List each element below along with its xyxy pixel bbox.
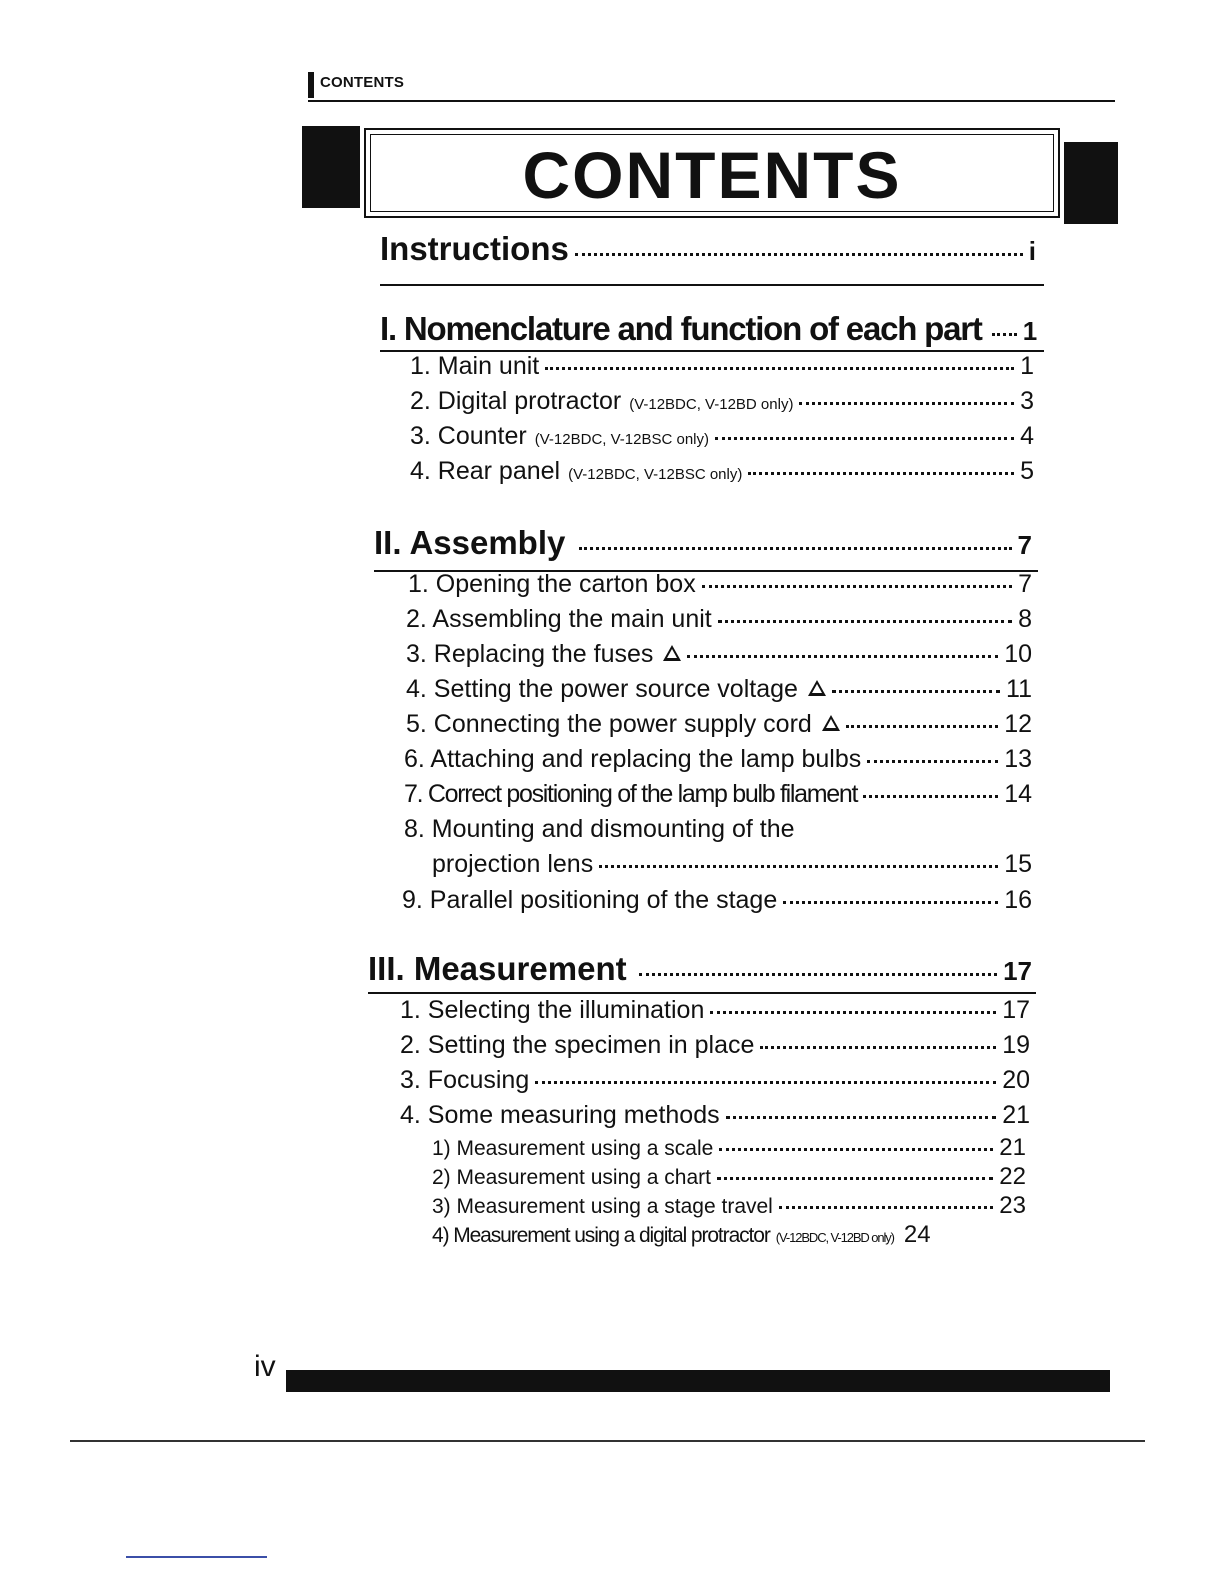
toc-subitem[interactable] (432, 1163, 1026, 1191)
leader-dots (545, 367, 1014, 370)
toc-item-label: 4. Setting the power source voltage (406, 675, 798, 703)
toc-item-label: 3. Counter (410, 422, 527, 450)
toc-item-page: 8 (1018, 605, 1032, 633)
toc-item-page: 16 (1004, 886, 1032, 914)
toc-item-label: 9. Parallel positioning of the stage (402, 886, 778, 914)
toc-section-3-page: 17 (1003, 956, 1032, 986)
leader-dots (760, 1046, 996, 1049)
toc-item[interactable] (406, 710, 1032, 739)
toc-item-label: 8. Mounting and dismounting of the (404, 815, 795, 843)
leader-dots (535, 1081, 996, 1084)
toc-section-1-heading: I. Nomenclature and function of each part (380, 310, 982, 347)
toc-item-label: projection lens (432, 850, 594, 878)
toc-section-2-page: 7 (1017, 530, 1032, 560)
toc-item[interactable] (406, 640, 1032, 669)
leader-dots (992, 333, 1017, 336)
toc-item-note: (V-12BDC, V-12BSC only) (568, 466, 743, 483)
toc-item[interactable] (402, 886, 1032, 915)
leader-dots (783, 901, 998, 904)
toc-section-3[interactable] (368, 950, 1032, 988)
toc-subitem-page: 23 (999, 1192, 1026, 1219)
toc-item-page: 10 (1004, 640, 1032, 668)
toc-item-page: 3 (1020, 387, 1034, 415)
leader-dots (687, 655, 998, 658)
toc-item-page: 13 (1004, 745, 1032, 773)
toc-instructions[interactable] (380, 230, 1036, 268)
toc-item-label: 1. Main unit (410, 352, 540, 380)
leader-dots (717, 1177, 993, 1180)
toc-item[interactable] (400, 1031, 1030, 1060)
toc-item[interactable] (408, 570, 1032, 599)
toc-item-label: 1. Selecting the illumination (400, 996, 705, 1024)
toc-item[interactable] (410, 387, 1034, 416)
toc-subitem-note: (V-12BDC, V-12BD only) (775, 1230, 894, 1245)
toc-item-label: 1. Opening the carton box (408, 570, 696, 598)
header-marker (308, 72, 314, 98)
leader-dots (702, 585, 1012, 588)
toc-item[interactable] (406, 675, 1032, 704)
toc-item-page: 5 (1020, 457, 1034, 485)
toc-subitem[interactable] (432, 1221, 1026, 1249)
toc-section-2[interactable] (374, 524, 1032, 562)
leader-dots (863, 795, 998, 798)
leader-dots (639, 973, 997, 976)
toc-item-page: 15 (1004, 850, 1032, 878)
toc-section-3-heading: III. Measurement (368, 950, 627, 987)
scan-artifact-line (126, 1556, 267, 1558)
toc-item[interactable] (400, 1066, 1030, 1095)
toc-subitem-page: 22 (999, 1163, 1026, 1190)
toc-item-label: 2. Setting the specimen in place (400, 1031, 755, 1059)
toc-item-label: 3. Focusing (400, 1066, 530, 1094)
toc-item-page: 14 (1004, 780, 1032, 808)
toc-item-page: 4 (1020, 422, 1034, 450)
toc-item-page: 7 (1018, 570, 1032, 598)
leader-dots (832, 690, 1000, 693)
toc-subitem[interactable] (432, 1192, 1026, 1220)
leader-dots (715, 437, 1014, 440)
leader-dots (710, 1011, 996, 1014)
toc-item-page: 12 (1004, 710, 1032, 738)
leader-dots (575, 253, 1023, 256)
leader-dots (599, 865, 998, 868)
toc-item[interactable] (404, 745, 1032, 774)
toc-section-1[interactable] (380, 310, 1036, 348)
warning-triangle-icon (663, 645, 681, 661)
toc-subitem-label: 2) Measurement using a chart (432, 1166, 711, 1189)
toc-item-page: 19 (1002, 1031, 1030, 1059)
toc-item-page: 20 (1002, 1066, 1030, 1094)
leader-dots (846, 725, 998, 728)
toc-instructions-page: i (1028, 236, 1036, 266)
leader-dots (867, 760, 998, 763)
toc-item[interactable] (406, 605, 1032, 634)
toc-item-page: 11 (1006, 675, 1032, 703)
leader-dots (748, 472, 1014, 475)
header-rule (308, 100, 1115, 102)
leader-dots (726, 1116, 997, 1119)
warning-triangle-icon (808, 680, 826, 696)
toc-item[interactable] (400, 996, 1030, 1025)
toc-section-1-page: 1 (1022, 316, 1036, 346)
toc-item[interactable] (404, 815, 1032, 844)
toc-item-label: 7. Correct positioning of the lamp bulb filament (404, 780, 858, 808)
leader-dots (779, 1206, 993, 1209)
leader-dots (799, 402, 1014, 405)
toc-item-label: 4. Rear panel (410, 457, 561, 485)
toc-item[interactable] (400, 1101, 1030, 1130)
toc-item[interactable] (410, 422, 1034, 451)
toc-subitem[interactable] (432, 1134, 1026, 1162)
toc-subitem-label: 3) Measurement using a stage travel (432, 1195, 773, 1218)
toc-item[interactable] (410, 457, 1034, 486)
toc-subitem-label: 1) Measurement using a scale (432, 1137, 714, 1160)
title-bar-left (302, 126, 360, 208)
scan-artifact-line (70, 1440, 1145, 1442)
toc-item-note: (V-12BDC, V-12BSC only) (534, 431, 709, 448)
toc-instructions-label: Instructions (380, 230, 569, 267)
running-title: CONTENTS (320, 74, 405, 91)
toc-item[interactable] (410, 352, 1034, 381)
footer-page-number: iv (254, 1350, 276, 1383)
toc-item-page: 1 (1020, 352, 1034, 380)
toc-item-label: 2. Assembling the main unit (406, 605, 712, 633)
toc-item-continuation[interactable] (432, 850, 1032, 879)
leader-dots (718, 620, 1012, 623)
toc-subitem-label: 4) Measurement using a digital protractor (432, 1224, 770, 1247)
toc-item-label: 6. Attaching and replacing the lamp bulbs (404, 745, 862, 773)
toc-item-page: 21 (1002, 1101, 1030, 1129)
footer-bar (286, 1370, 1110, 1392)
toc-item-label: 5. Connecting the power supply cord (406, 710, 812, 738)
section-rule (380, 284, 1044, 286)
toc-item-label: 2. Digital protractor (410, 387, 622, 415)
leader-dots (579, 547, 1011, 550)
toc-item-note: (V-12BDC, V-12BD only) (629, 396, 794, 413)
title-block (300, 126, 1118, 226)
toc-item-page: 17 (1002, 996, 1030, 1024)
toc-subitem-page: 24 (903, 1221, 931, 1248)
leader-dots (719, 1148, 993, 1151)
section-rule (368, 992, 1036, 994)
page-title: CONTENTS (522, 138, 902, 212)
toc-item-label: 4. Some measuring methods (400, 1101, 720, 1129)
title-box (364, 128, 1060, 218)
toc-item-label: 3. Replacing the fuses (406, 640, 654, 668)
title-bar-right (1064, 142, 1118, 224)
toc-item[interactable] (404, 780, 1032, 809)
toc-section-2-heading: II. Assembly (374, 524, 566, 561)
running-header (300, 70, 1115, 106)
warning-triangle-icon (822, 715, 840, 731)
toc-subitem-page: 21 (999, 1134, 1026, 1161)
